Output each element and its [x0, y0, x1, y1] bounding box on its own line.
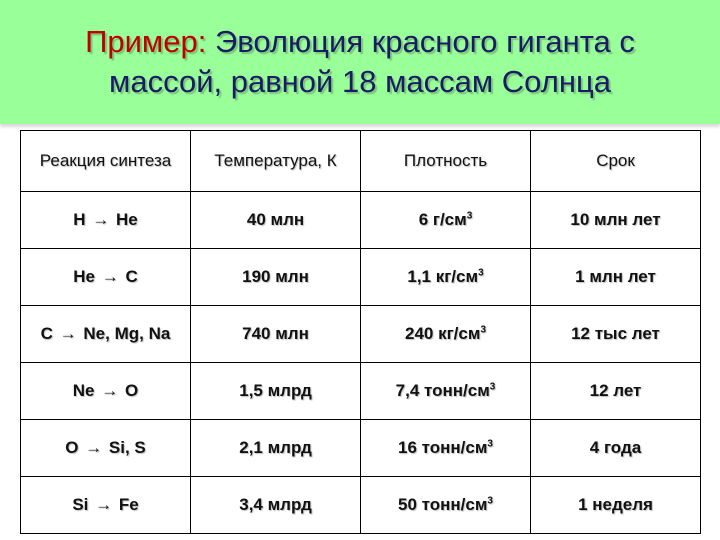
right-arrow-icon: → — [80, 438, 107, 457]
header-duration: Срок — [531, 131, 701, 192]
right-arrow-icon: → — [97, 267, 124, 286]
table-row — [21, 363, 701, 420]
header-reaction: Реакция синтеза — [21, 131, 191, 192]
duration-cell: 10 млн лет — [531, 192, 701, 249]
right-arrow-icon: → — [54, 324, 82, 343]
duration-cell: 4 года — [531, 420, 701, 477]
density-value: 240 кг/см — [405, 324, 481, 343]
density-exponent: 3 — [466, 210, 473, 222]
density-cell — [361, 363, 531, 420]
duration-cell: 12 лет — [531, 363, 701, 420]
density-exponent: 3 — [487, 438, 493, 450]
temperature-cell: 190 млн — [191, 249, 361, 306]
temperature-cell: 1,5 млрд — [191, 363, 361, 420]
temperature-cell: 3,4 млрд — [191, 477, 361, 534]
density-cell — [361, 477, 531, 534]
table-body — [21, 192, 701, 534]
right-arrow-icon: → — [90, 495, 117, 514]
title-prefix: Пример: — [85, 24, 207, 59]
title-line-1 — [85, 22, 635, 62]
reaction-to: Ne, Mg, Na — [83, 324, 171, 343]
reaction-from: Ne — [72, 381, 95, 400]
reaction-to: Fe — [118, 495, 139, 514]
right-arrow-icon: → — [96, 381, 123, 400]
temperature-cell: 40 млн — [191, 192, 361, 249]
reaction-to: He — [116, 210, 138, 229]
title-line-2: массой, равной 18 массам Солнца — [109, 64, 611, 99]
reaction-to: Si, S — [108, 438, 146, 457]
reaction-from: He — [73, 267, 95, 286]
reaction-cell — [21, 306, 191, 363]
density-cell — [361, 249, 531, 306]
density-exponent: 3 — [489, 381, 496, 393]
density-value: 50 тонн/см — [398, 495, 488, 514]
density-cell — [361, 420, 531, 477]
density-exponent: 3 — [480, 324, 486, 336]
temperature-cell: 740 млн — [191, 306, 361, 363]
density-cell — [361, 192, 531, 249]
table-row — [21, 477, 701, 534]
density-value: 7,4 тонн/см — [395, 381, 490, 400]
title-line-1-text: Эволюция красного гиганта с — [206, 24, 635, 59]
density-value: 1,1 кг/см — [407, 267, 479, 286]
duration-cell: 12 тыс лет — [531, 306, 701, 363]
reaction-cell — [21, 420, 191, 477]
reaction-from: O — [65, 438, 79, 457]
reaction-to: O — [124, 381, 139, 400]
fusion-table-container — [20, 130, 700, 530]
density-cell — [361, 306, 531, 363]
reaction-from: H — [73, 210, 86, 229]
table-row — [21, 249, 701, 306]
table-row — [21, 420, 701, 477]
reaction-from: C — [40, 324, 53, 343]
right-arrow-icon: → — [87, 210, 114, 229]
reaction-cell — [21, 192, 191, 249]
reaction-from: Si — [72, 495, 89, 514]
title-banner — [0, 0, 720, 124]
reaction-cell — [21, 363, 191, 420]
duration-cell: 1 млн лет — [531, 249, 701, 306]
density-exponent: 3 — [487, 495, 493, 507]
density-exponent: 3 — [478, 267, 484, 279]
reaction-to: C — [125, 267, 138, 286]
duration-cell: 1 неделя — [531, 477, 701, 534]
reaction-cell — [21, 249, 191, 306]
fusion-table — [20, 130, 701, 534]
table-header-row — [21, 131, 701, 192]
density-value: 16 тонн/см — [398, 438, 488, 457]
temperature-cell: 2,1 млрд — [191, 420, 361, 477]
header-temperature: Температура, К — [191, 131, 361, 192]
table-row — [21, 306, 701, 363]
density-value: 6 г/см — [418, 210, 467, 229]
table-row — [21, 192, 701, 249]
reaction-cell — [21, 477, 191, 534]
header-density: Плотность — [361, 131, 531, 192]
